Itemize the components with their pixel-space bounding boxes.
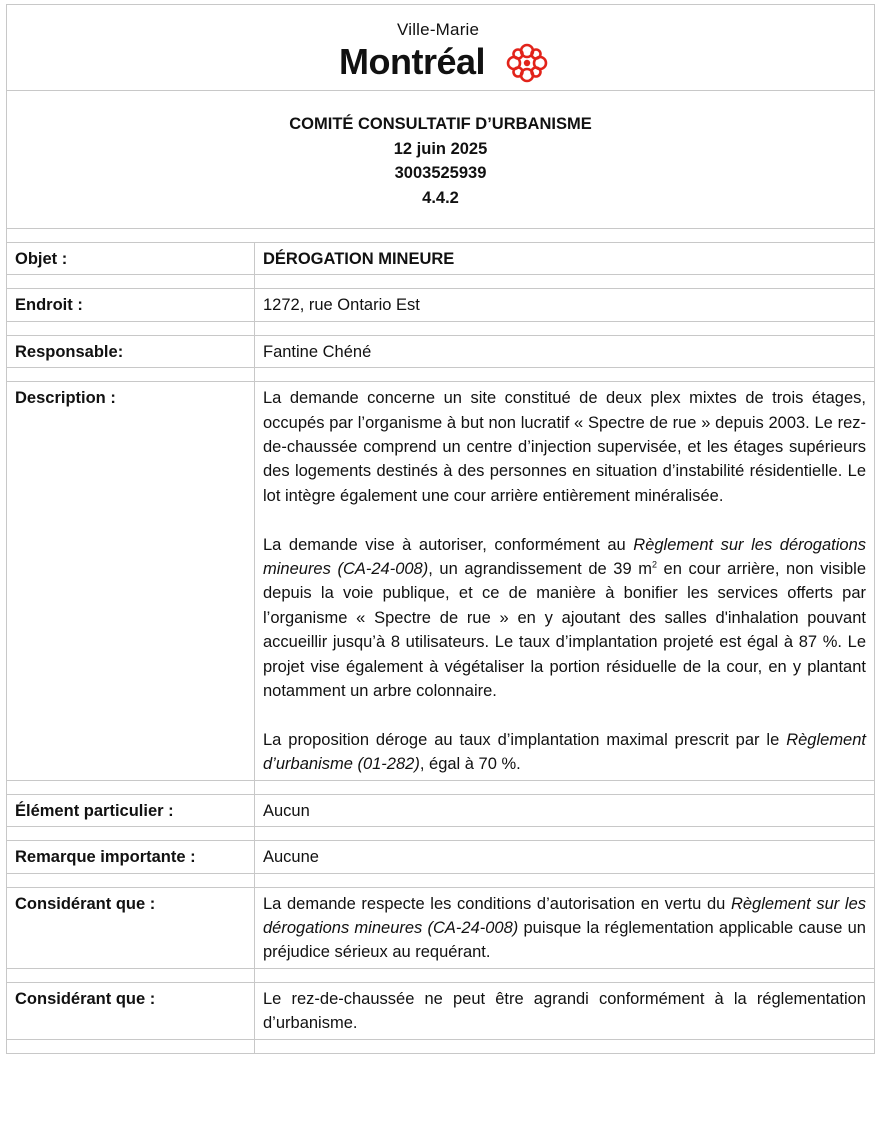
value-considerant-1: [255, 887, 875, 968]
spacer-cell: [7, 873, 255, 887]
logo-ville-marie-text: Ville-Marie: [397, 20, 480, 39]
title-cell: [7, 91, 875, 229]
value-considerant-2: Le rez-de-chaussée ne peut être agrandi conformément à la réglementation d’urbanisme.: [255, 982, 875, 1039]
spacer-cell: [7, 368, 255, 382]
description-p3-text: La proposition déroge au taux d’implantation maximal prescrit par le: [263, 730, 787, 749]
spacer-cell: [7, 229, 875, 243]
value-endroit: 1272, rue Ontario Est: [255, 289, 875, 321]
row-endroit: [7, 289, 875, 321]
label-considerant-1: Considérant que :: [7, 887, 255, 968]
label-element-particulier: Élément particulier :: [7, 794, 255, 826]
row-considerant-1: [7, 887, 875, 968]
row-element-particulier: [7, 794, 875, 826]
spacer-cell: [7, 780, 255, 794]
label-considerant-2: Considérant que :: [7, 982, 255, 1039]
label-objet: Objet :: [7, 243, 255, 275]
spacer-cell: [7, 968, 255, 982]
row-remarque-importante: [7, 841, 875, 873]
description-p2-text: en cour arrière, non visible depuis la voie publique, et ce de manière à bonifier les services offerts par l’organisme « Spectre de rue » en y ajoutant des salles d'inhalation pouvant accueillir jusqu’à 8 utilisateurs. Le taux d’implantation projeté est égal à 87 %. Le projet vise également à végétaliser la portion résiduelle de la cour, en y plantant notamment un arbre colonnaire.: [263, 560, 866, 701]
considerant-1-regulation: Règlement sur les dérogations mineures (CA-24-008): [263, 894, 866, 937]
description-p3-regulation: Règlement d’urbanisme (01-282): [263, 730, 866, 774]
ville-marie-montreal-logo: [339, 20, 559, 86]
label-description: Description :: [7, 382, 255, 780]
spacer-row: [7, 1039, 875, 1053]
value-responsable: Fantine Chéné: [255, 335, 875, 367]
spacer-row: [7, 827, 875, 841]
row-responsable: [7, 335, 875, 367]
row-objet: [7, 243, 875, 275]
considerant-1-text: puisque la réglementation applicable cause un préjudice sérieux au requérant.: [263, 918, 866, 962]
meeting-date: 12 juin 2025: [393, 139, 488, 158]
description-paragraph-1: La demande concerne un site constitué de deux plex mixtes de trois étages, occupés par l’organisme à but non lucratif « Spectre de rue » depuis 2003. Le rez-de-chaussée comprend un centre d’injection supervisée, et les étages supérieurs des logements destinés à des personnes en situation d’instabilité résidentielle. Le lot intègre également une cour arrière entièrement minéralisée.: [263, 389, 866, 505]
value-element-particulier: Aucun: [255, 794, 875, 826]
form-table: [6, 4, 875, 1054]
spacer-cell: [255, 275, 875, 289]
considerant-1-text: La demande respecte les conditions d’autorisation en vertu du: [263, 894, 731, 913]
logo-row: [7, 5, 875, 91]
description-p2-regulation: Règlement sur les dérogations mineures (CA-24-008): [263, 535, 866, 579]
description-p2-text: , un agrandissement de 39 m: [428, 560, 652, 579]
spacer-cell: [7, 321, 255, 335]
committee-title: COMITÉ CONSULTATIF D’URBANISME: [289, 115, 592, 133]
spacer-cell: [255, 968, 875, 982]
montreal-rose-icon: [505, 43, 549, 83]
description-p3-text: , égal à 70 %.: [419, 755, 521, 774]
spacer-cell: [255, 827, 875, 841]
spacer-row: [7, 229, 875, 243]
logo-montreal-text: Montréal: [339, 41, 486, 82]
label-remarque-importante: Remarque importante :: [7, 841, 255, 873]
spacer-cell: [255, 368, 875, 382]
spacer-cell: [255, 780, 875, 794]
spacer-row: [7, 275, 875, 289]
spacer-cell: [255, 873, 875, 887]
item-number: 4.4.2: [422, 188, 459, 207]
description-paragraph-2: [263, 533, 866, 704]
description-p2-text: La demande vise à autoriser, conformément au: [263, 535, 634, 554]
spacer-row: [7, 368, 875, 382]
spacer-cell: [255, 321, 875, 335]
spacer-cell: [255, 1039, 875, 1053]
label-endroit: Endroit :: [7, 289, 255, 321]
file-number: 3003525939: [394, 164, 487, 182]
document-sheet: [6, 4, 874, 1054]
spacer-cell: [7, 275, 255, 289]
title-row: [7, 91, 875, 229]
spacer-row: [7, 780, 875, 794]
spacer-row: [7, 873, 875, 887]
spacer-row: [7, 321, 875, 335]
label-responsable: Responsable:: [7, 335, 255, 367]
spacer-row: [7, 968, 875, 982]
value-description: [255, 382, 875, 780]
row-considerant-2: [7, 982, 875, 1039]
value-objet: DÉROGATION MINEURE: [255, 243, 875, 275]
spacer-cell: [7, 1039, 255, 1053]
description-paragraph-3: [263, 728, 866, 777]
description-p2-superscript: 2: [651, 559, 657, 570]
logo-cell: [7, 5, 875, 91]
row-description: [7, 382, 875, 780]
spacer-cell: [7, 827, 255, 841]
value-remarque-importante: Aucune: [255, 841, 875, 873]
